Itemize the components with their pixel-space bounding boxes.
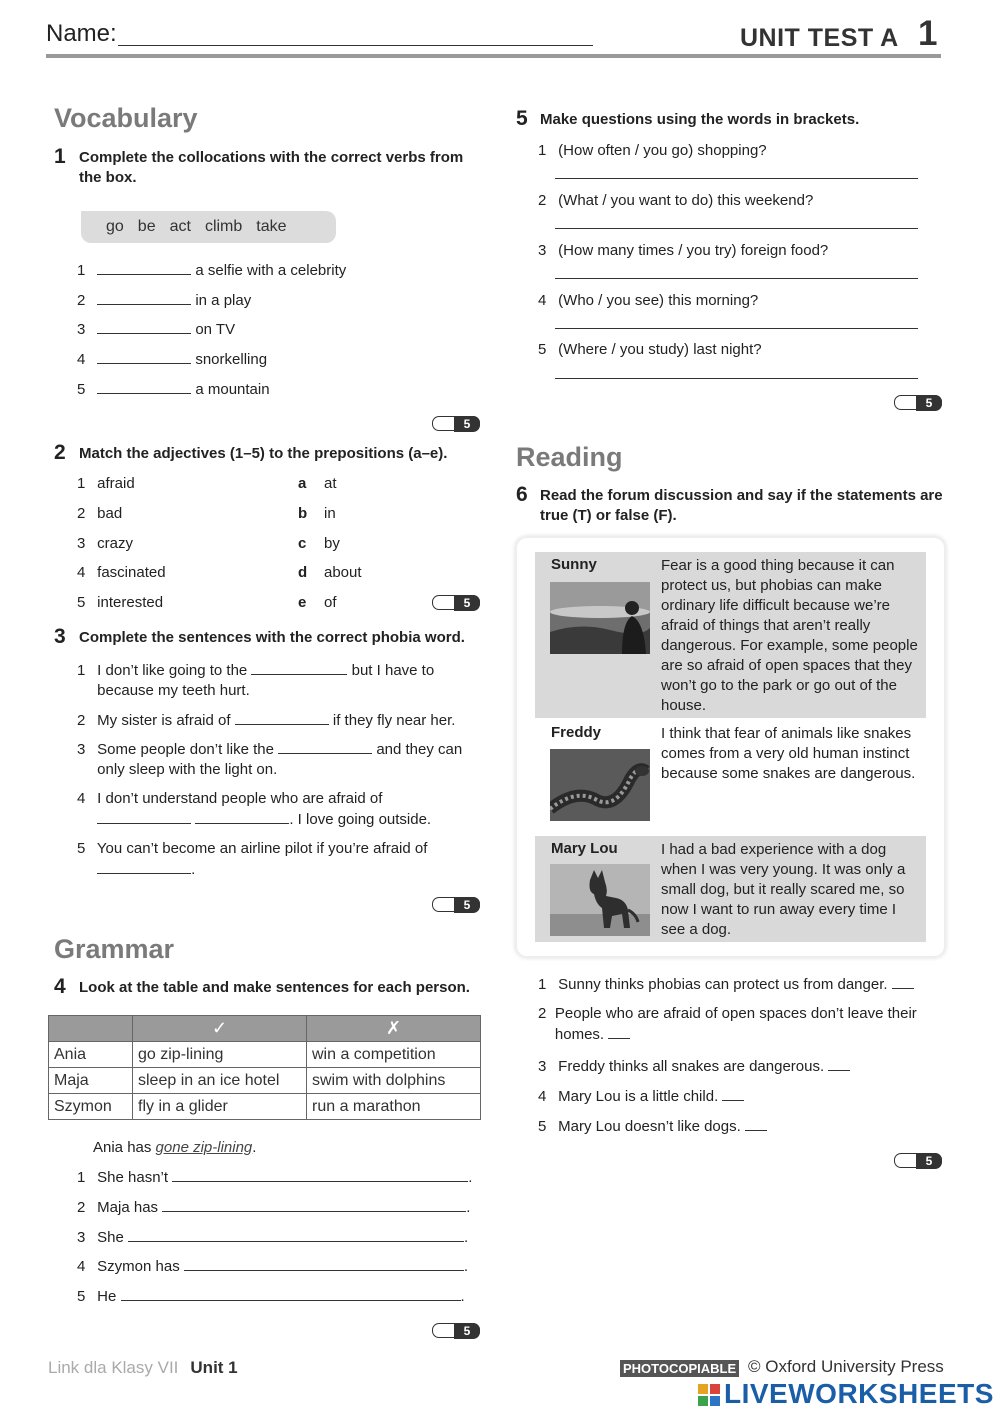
answer-blank[interactable] [97,809,191,824]
liveworksheets-logo-icon [698,1384,720,1406]
q4-item: 4 Szymon has . [77,1258,469,1275]
post-author: Freddy [551,724,602,741]
statement-item: 3 Freddy thinks all snakes are dangerous. [538,1056,938,1077]
answer-line[interactable] [555,328,918,329]
reading-title: Reading [516,442,623,472]
q5-item: 2 (What / you want to do) this weekend? [538,192,814,209]
answer-blank[interactable] [97,859,191,874]
vocabulary-title: Vocabulary [54,103,198,133]
q4-instruction: Look at the table and make sentences for each person. [79,979,470,996]
q3-instruction: Complete the sentences with the correct phobia word. [79,629,465,646]
score-box: 5 [894,395,942,410]
adjective-item: 4 fascinated [77,564,166,581]
answer-blank[interactable] [195,809,289,824]
q3-number: 3 [54,625,66,648]
q3-item: 4 I don’t understand people who are afraid of . I love going outside. [77,790,432,828]
adjective-item: 5 interested [77,594,164,611]
q4-item: 5 He . [77,1288,465,1305]
post-text: I think that fear of animals like snakes comes from a very old human instinct because some snakes are dangerous. [661,725,916,782]
preposition-item: b in [298,505,336,522]
q1-instruction: Complete the collocations with the correct verbs from the box. [79,149,464,186]
answer-line[interactable] [555,278,918,279]
answer-line[interactable] [172,1167,468,1182]
answer-blank[interactable] [97,260,191,275]
q1-item: 3 on TV [77,321,236,338]
photocopiable-badge: PHOTOCOPIABLE [620,1360,739,1377]
score-box: 5 [432,1323,480,1338]
answer-line[interactable] [555,378,918,379]
adjective-item: 2 bad [77,505,123,522]
grammar-title: Grammar [54,934,175,964]
q2-instruction: Match the adjectives (1–5) to the prepositions (a–e). [79,445,448,462]
q4-item: 1 She hasn’t . [77,1169,473,1186]
post-author: Mary Lou [551,840,618,857]
tf-answer-blank[interactable] [745,1116,767,1131]
cross-header: ✗ [307,1016,481,1042]
name-label: Name: [46,20,117,47]
adjective-item: 3 crazy [77,535,134,552]
word-box [81,211,336,243]
tf-answer-blank[interactable] [892,974,914,989]
preposition-item: d about [298,564,362,581]
answer-blank[interactable] [278,739,372,754]
table-header-row [49,1016,481,1042]
q4-number: 4 [54,975,66,998]
answer-blank[interactable] [97,349,191,364]
answer-line[interactable] [555,228,918,229]
tick-header: ✓ [133,1016,307,1042]
answer-line[interactable] [121,1286,461,1301]
tf-answer-blank[interactable] [722,1086,744,1101]
q1-item: 2 in a play [77,292,252,309]
q5-item: 4 (Who / you see) this morning? [538,292,759,309]
q1-item: 4 snorkelling [77,351,268,368]
answer-line[interactable] [555,178,918,179]
score-box: 5 [432,416,480,431]
tf-answer-blank[interactable] [608,1024,630,1039]
post-text: Fear is a good thing because it can protect us, but phobias can make ordinary life difficult because we’re afraid of things that aren’t really dangerous. For example, some people are so afraid of open spaces that they won’t go to the park or go out of the house. [661,557,918,714]
preposition-item: a at [298,475,337,492]
adjective-item: 1 afraid [77,475,135,492]
q5-item: 5 (Where / you study) last night? [538,341,762,358]
answer-blank[interactable] [97,290,191,305]
q5-item: 1 (How often / you go) shopping? [538,142,767,159]
q6-instruction: Read the forum discussion and say if the statements are true (T) or false (F). [540,487,943,524]
header-rule [46,54,941,58]
table-row: Ania go zip-lining win a competition [49,1042,481,1068]
q3-item: 2 My sister is afraid of if they fly near her. [77,712,456,729]
q4-item: 2 Maja has . [77,1199,471,1216]
q4-example: Ania has gone zip-lining. [93,1139,257,1156]
unit-number: 1 [918,14,938,53]
liveworksheets-watermark: LIVEWORKSHEETS [724,1378,994,1409]
q3-item: 1 I don’t like going to the but I have to because my teeth hurt. [77,662,435,699]
q1-item: 5 a mountain [77,381,270,398]
table-row: Maja sleep in an ice hotel swim with dolphins [49,1068,481,1094]
answer-blank[interactable] [235,710,329,725]
preposition-item: e of [298,594,337,611]
preposition-item: c by [298,535,340,552]
q3-item: 5 You can’t become an airline pilot if you’re afraid of . [77,840,428,878]
q4-item: 3 She . [77,1229,469,1246]
q5-item: 3 (How many times / you try) foreign food? [538,242,829,259]
q1-number: 1 [54,145,66,168]
publisher: © Oxford University Press [748,1357,944,1376]
score-box: 5 [894,1153,942,1168]
table-row: Szymon fly in a glider run a marathon [49,1094,481,1120]
answer-line[interactable] [184,1256,464,1271]
person-sunset-photo [550,582,650,654]
tf-answer-blank[interactable] [828,1056,850,1071]
answer-blank[interactable] [97,319,191,334]
name-input-line[interactable] [118,45,593,46]
score-box: 5 [432,897,480,912]
answer-line[interactable] [162,1197,466,1212]
statement-item: 2 People who are afraid of open spaces don’t leave their homes. [538,1005,917,1043]
post-text: I had a bad experience with a dog when I was very young. It was only a small dog, but it really scared me, so now I want to run away every time I see a dog. [661,841,906,938]
q3-item: 3 Some people don’t like the and they can only sleep with the light on. [77,741,463,778]
word-box-word: be [137,218,156,235]
activities-table [48,1015,481,1120]
q1-item: 1 a selfie with a celebrity [77,262,347,279]
word-box-word: act [169,218,191,235]
footer-book: Link dla Klasy VII Unit 1 [48,1358,238,1377]
score-box: 5 [432,595,480,610]
q5-number: 5 [516,107,528,130]
answer-blank[interactable] [97,379,191,394]
word-box-word: climb [204,218,243,235]
q5-instruction: Make questions using the words in brackets. [540,111,860,128]
statement-item: 5 Mary Lou doesn’t like dogs. [538,1116,938,1137]
word-box-word: take [256,218,287,235]
dog-photo [550,864,650,936]
snake-photo [550,749,650,821]
answer-blank[interactable] [251,660,347,675]
test-title: UNIT TEST A [740,24,899,52]
statement-item: 1 Sunny thinks phobias can protect us from danger. [538,974,938,995]
post-author: Sunny [551,556,597,573]
word-box-word: go [106,218,124,235]
answer-line[interactable] [128,1227,464,1242]
q2-number: 2 [54,441,66,464]
q6-number: 6 [516,483,528,506]
statement-item: 4 Mary Lou is a little child. [538,1086,938,1107]
